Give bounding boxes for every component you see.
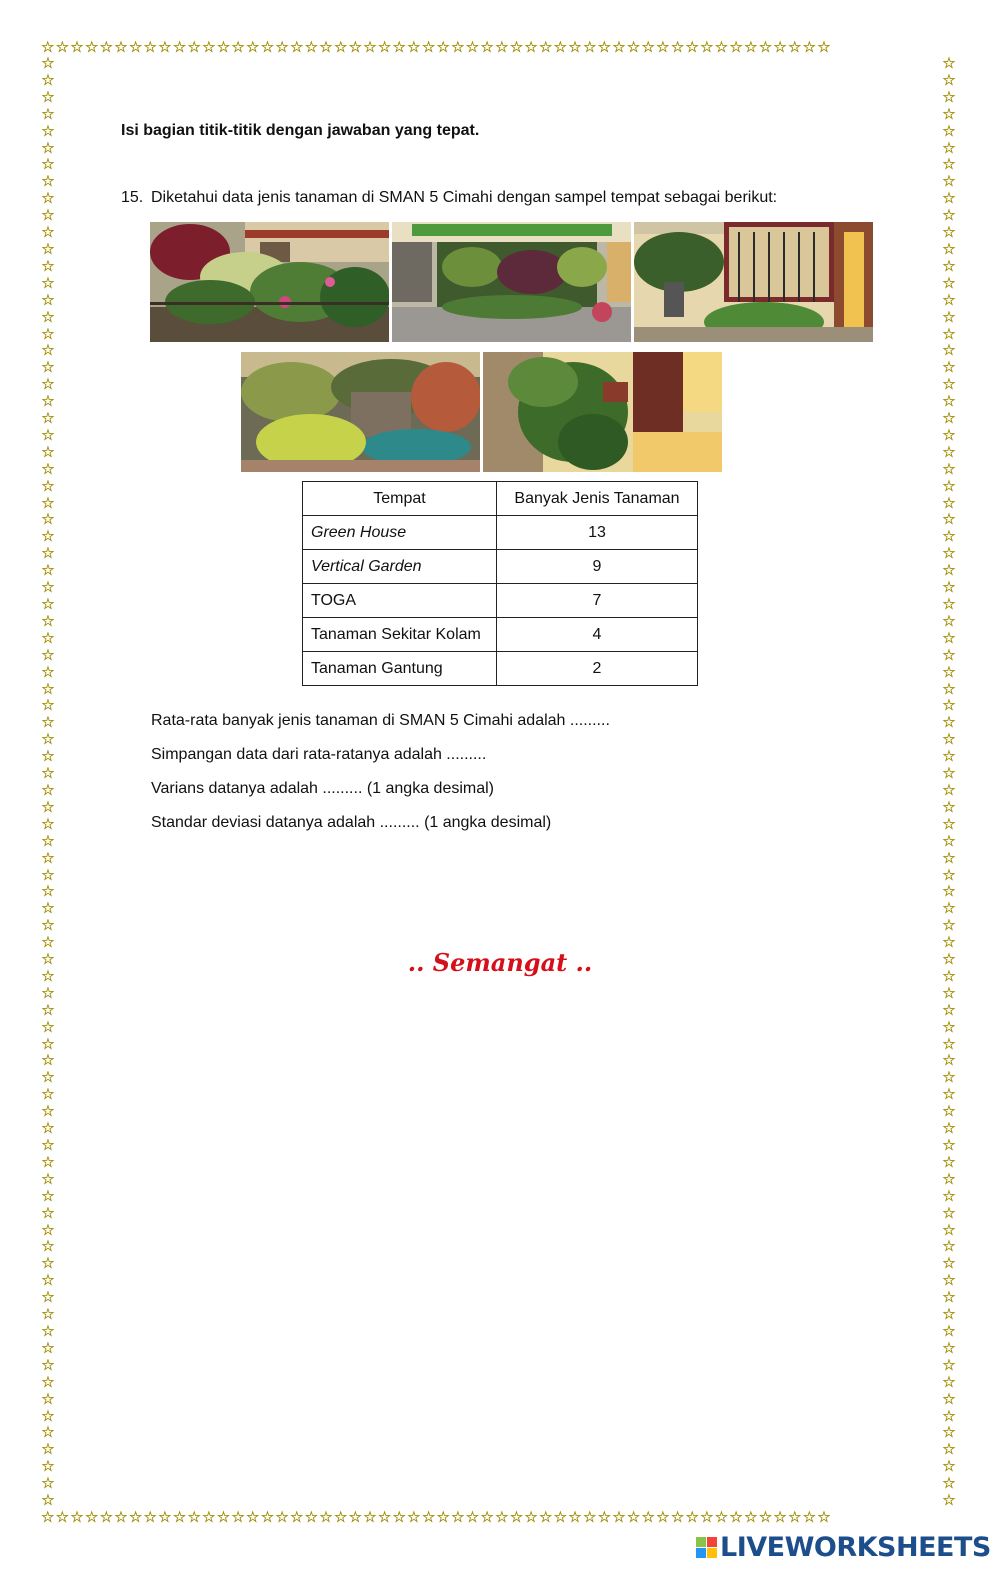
table-cell-place: TOGA xyxy=(303,584,497,618)
motivation-text: .. Semangat .. xyxy=(407,948,593,977)
prompt-variance: Varians datanya adalah ......... (1 angka desimal) xyxy=(151,780,495,797)
table-cell-place: Tanaman Gantung xyxy=(303,652,497,686)
star-border-left: ☆☆☆☆☆☆☆☆☆☆☆☆☆☆☆☆☆☆☆☆☆☆☆☆☆☆☆☆☆☆☆☆☆☆☆☆☆☆☆☆☆☆☆☆☆☆☆☆☆☆☆☆☆☆☆☆☆☆☆☆☆☆☆☆☆☆☆☆☆☆☆☆☆☆☆☆☆☆☆☆☆☆☆☆☆☆ xyxy=(41,55,55,1510)
liveworksheets-logo[interactable] xyxy=(696,1532,991,1562)
plant-data-table xyxy=(302,481,698,686)
table-header-count: Banyak Jenis Tanaman xyxy=(497,482,698,516)
table-cell-count: 7 xyxy=(497,584,698,618)
prompt-std-dev: Standar deviasi datanya adalah ......... (1 angka desimal) xyxy=(151,814,552,831)
star-border-bottom: ☆☆☆☆☆☆☆☆☆☆☆☆☆☆☆☆☆☆☆☆☆☆☆☆☆☆☆☆☆☆☆☆☆☆☆☆☆☆☆☆☆☆☆☆☆☆☆☆☆☆☆☆☆☆ xyxy=(41,1509,832,1526)
question-text: Diketahui data jenis tanaman di SMAN 5 Cimahi dengan sampel tempat sebagai berikut: xyxy=(151,189,778,206)
photo-vertical-garden xyxy=(392,222,631,342)
table-cell-count: 9 xyxy=(497,550,698,584)
instruction-text: Isi bagian titik-titik dengan jawaban yang tepat. xyxy=(121,122,480,139)
table-row xyxy=(303,550,698,584)
table-header-place: Tempat xyxy=(303,482,497,516)
table-row xyxy=(303,584,698,618)
table-cell-count: 13 xyxy=(497,516,698,550)
table-cell-place: Green House xyxy=(303,516,497,550)
prompt-mean: Rata-rata banyak jenis tanaman di SMAN 5 Cimahi adalah ......... xyxy=(151,712,610,729)
photo-green-house xyxy=(150,222,389,342)
table-cell-place: Tanaman Sekitar Kolam xyxy=(303,618,497,652)
table-cell-count: 4 xyxy=(497,618,698,652)
liveworksheets-logo-icon xyxy=(696,1537,717,1558)
table-row xyxy=(303,618,698,652)
photo-toga xyxy=(634,222,873,342)
table-header-row xyxy=(303,482,698,516)
table-row xyxy=(303,516,698,550)
star-border-right: ☆☆☆☆☆☆☆☆☆☆☆☆☆☆☆☆☆☆☆☆☆☆☆☆☆☆☆☆☆☆☆☆☆☆☆☆☆☆☆☆☆☆☆☆☆☆☆☆☆☆☆☆☆☆☆☆☆☆☆☆☆☆☆☆☆☆☆☆☆☆☆☆☆☆☆☆☆☆☆☆☆☆☆☆☆☆ xyxy=(942,55,956,1510)
star-border-top: ☆☆☆☆☆☆☆☆☆☆☆☆☆☆☆☆☆☆☆☆☆☆☆☆☆☆☆☆☆☆☆☆☆☆☆☆☆☆☆☆☆☆☆☆☆☆☆☆☆☆☆☆☆☆ xyxy=(41,39,832,56)
photo-hanging-plants xyxy=(483,352,722,472)
prompt-deviation: Simpangan data dari rata-ratanya adalah ......... xyxy=(151,746,487,763)
table-row xyxy=(303,652,698,686)
question-number: 15. xyxy=(121,189,144,206)
table-cell-count: 2 xyxy=(497,652,698,686)
brand-name: LIVEWORKSHEETS xyxy=(720,1531,991,1563)
table-cell-place: Vertical Garden xyxy=(303,550,497,584)
photo-pond-plants xyxy=(241,352,480,472)
